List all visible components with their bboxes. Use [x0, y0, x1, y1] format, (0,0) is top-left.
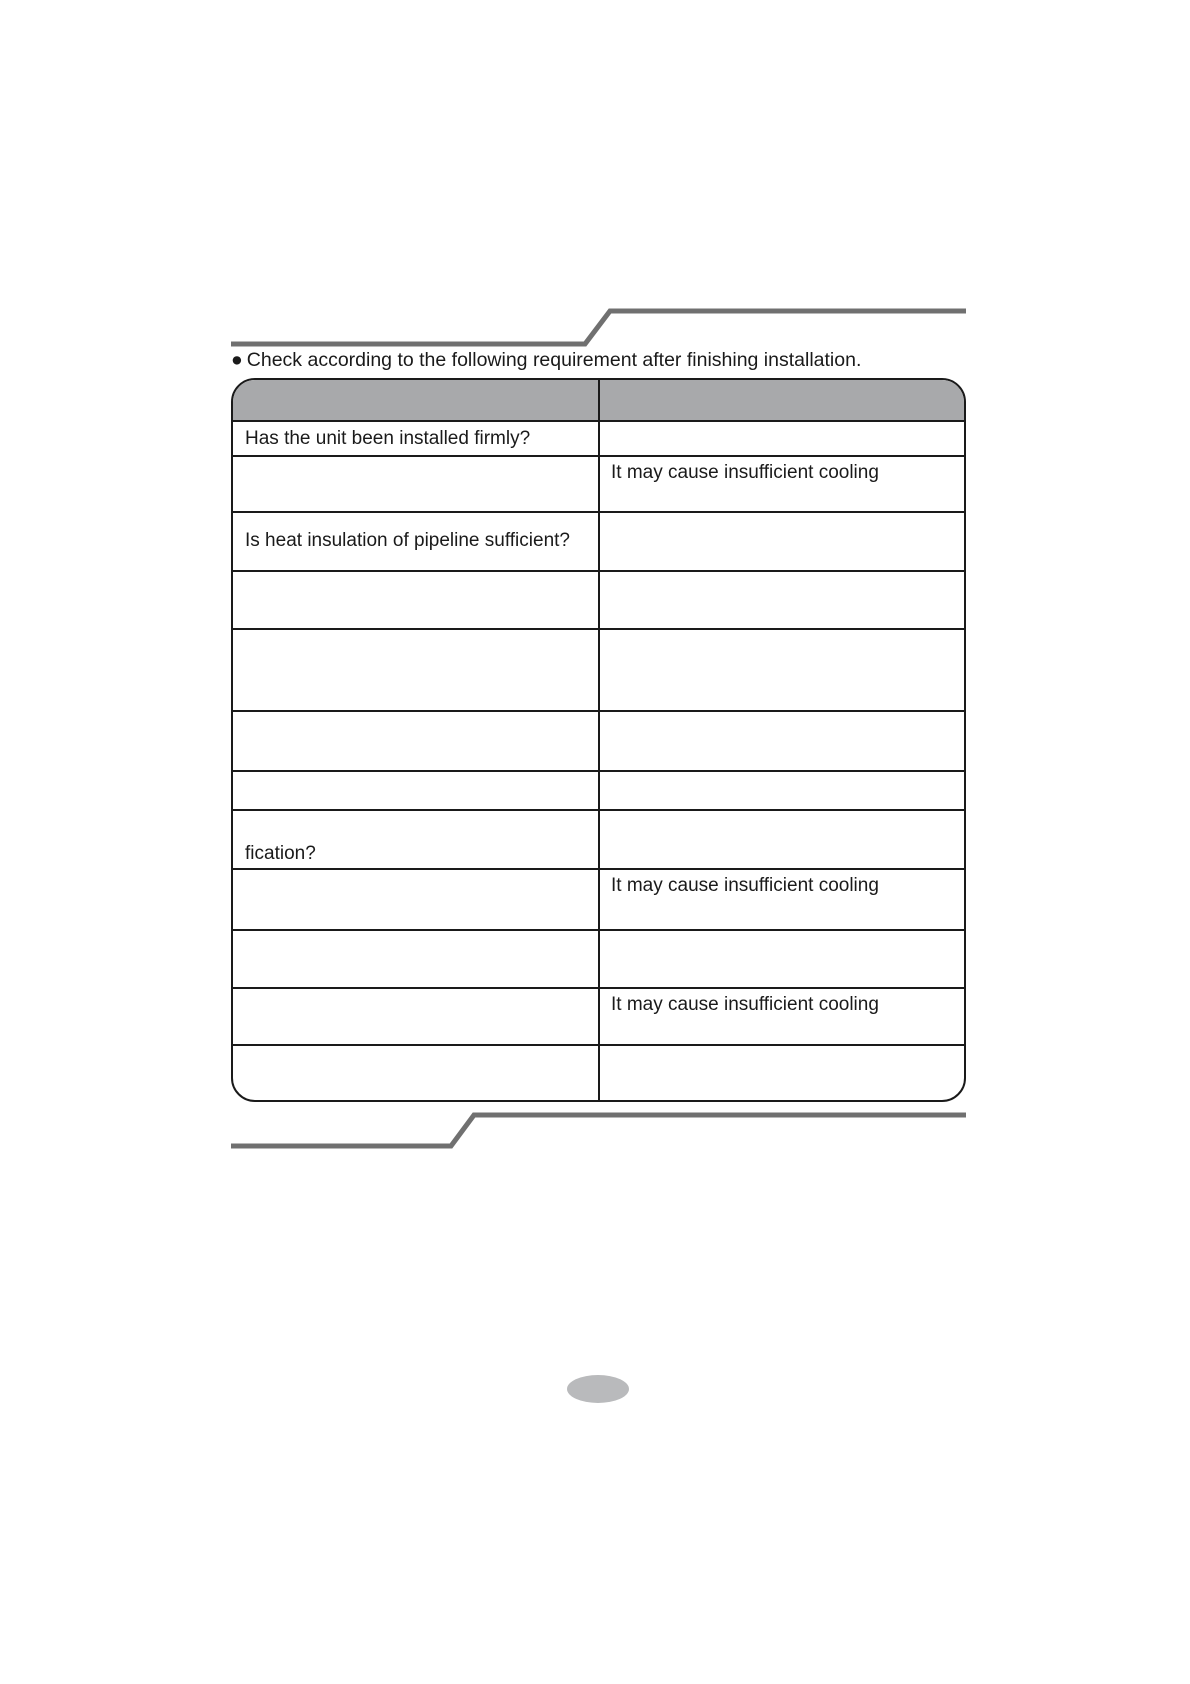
- bottom-rule-line: [231, 1115, 966, 1146]
- column-divider: [598, 380, 600, 1100]
- intro-instruction: [231, 348, 861, 372]
- row-result: It may cause insufficient cooling: [611, 994, 879, 1015]
- row-item: Is heat insulation of pipeline sufficient?: [245, 530, 570, 551]
- intro-text: Check according to the following requirement after finishing installation.: [246, 349, 862, 371]
- row-result: It may cause insufficient cooling: [611, 462, 879, 483]
- check-table: [231, 378, 966, 1102]
- top-rule-line: [231, 311, 966, 344]
- page-number-badge: [567, 1375, 629, 1403]
- row-result: It may cause insufficient cooling: [611, 875, 879, 896]
- row-item: fication?: [245, 843, 316, 864]
- row-item: Has the unit been installed firmly?: [245, 428, 531, 449]
- bullet-icon: ●: [231, 349, 243, 371]
